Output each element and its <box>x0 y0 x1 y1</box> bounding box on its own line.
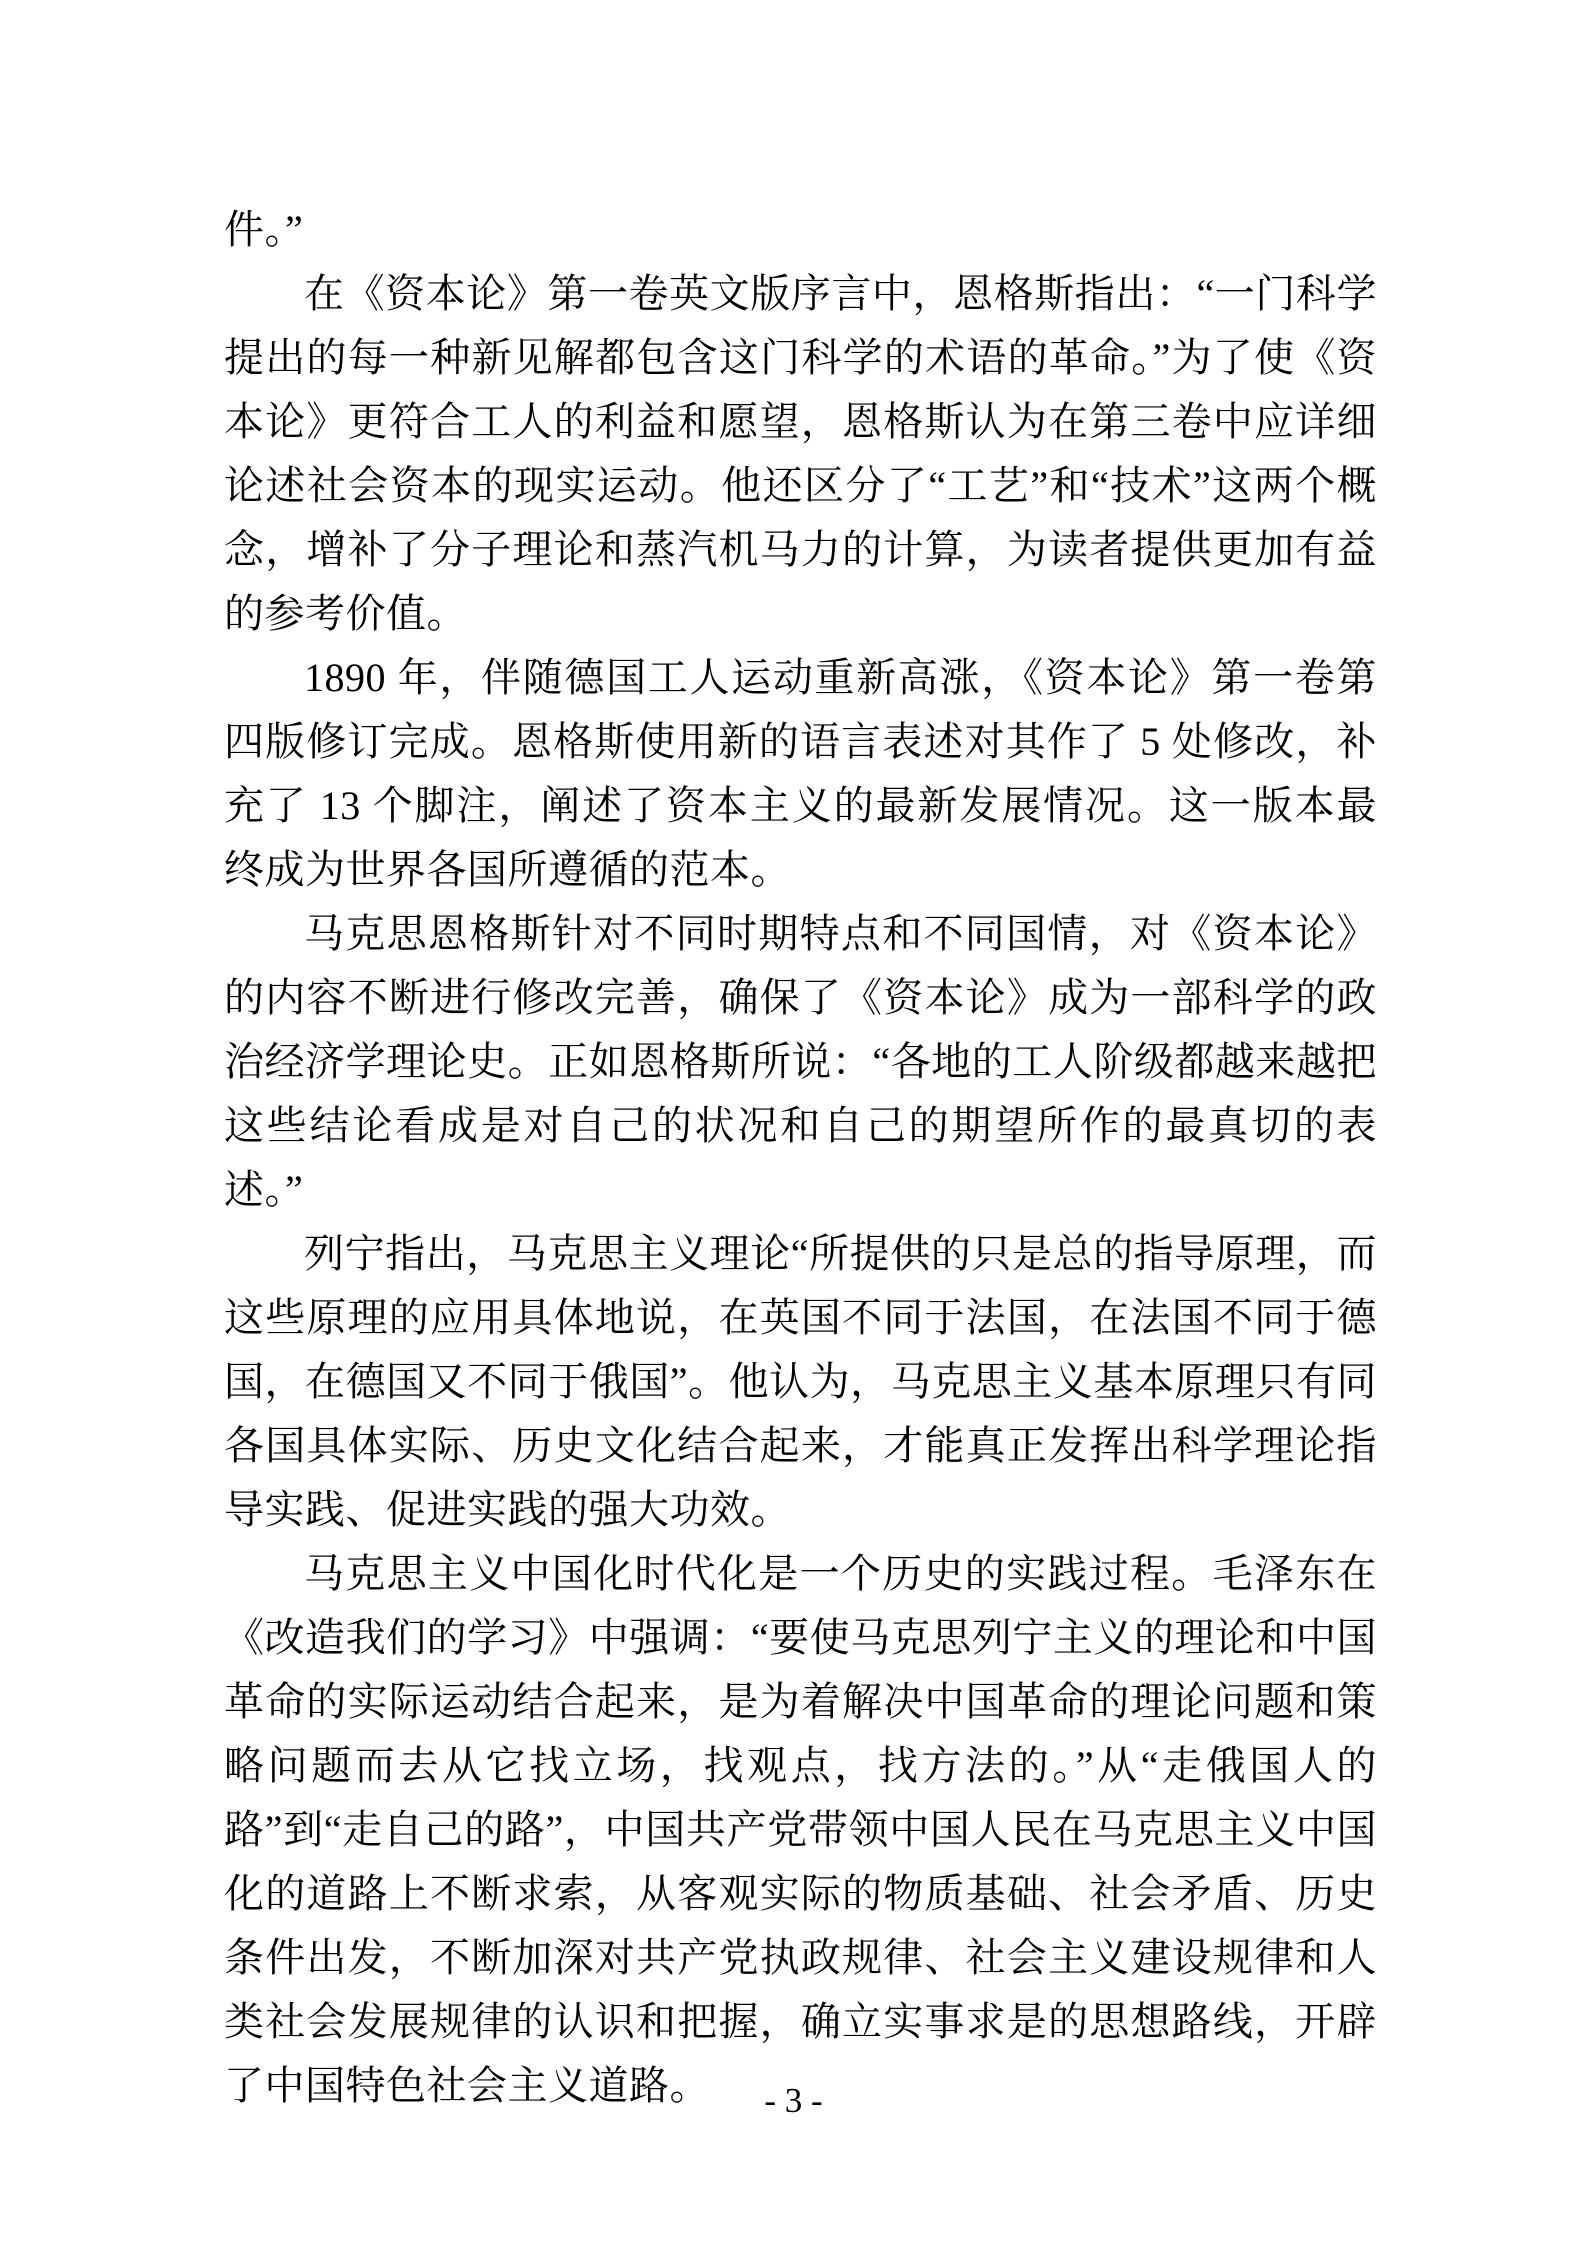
paragraph: 马克思恩格斯针对不同时期特点和不同国情，对《资本论》的内容不断进行修改完善，确保了《资本论》成为一部科学的政治经济学理论史。正如恩格斯所说：“各地的工人阶级都越来越把这些结论看成是对自己的状况和自己的期望所作的最真切的表述。” <box>224 911 1377 1212</box>
document-body <box>224 198 1377 2118</box>
paragraph: 列宁指出，马克思主义理论“所提供的只是总的指导原理，而这些原理的应用具体地说，在英国不同于法国，在法国不同于德国，在德国又不同于俄国”。他认为，马克思主义基本原理只有同各国具体实际、历史文化结合起来，才能真正发挥出科学理论指导实践、促进实践的强大功效。 <box>224 1231 1377 1532</box>
page-footer <box>0 2080 1587 2122</box>
page-number: - 3 - <box>764 2081 823 2120</box>
paragraph: 1890 年，伴随德国工人运动重新高涨，《资本论》第一卷第四版修订完成。恩格斯使用新的语言表述对其作了 5 处修改，补充了 13 个脚注，阐述了资本主义的最新发展情况。这一版本最终成为世界各国所遵循的范本。 <box>224 655 1377 892</box>
paragraph: 马克思主义中国化时代化是一个历史的实践过程。毛泽东在《改造我们的学习》中强调：“要使马克思列宁主义的理论和中国革命的实际运动结合起来，是为着解决中国革命的理论问题和策略问题而去从它找立场，找观点，找方法的。”从“走俄国人的路”到“走自己的路”，中国共产党带领中国人民在马克思主义中国化的道路上不断求索，从客观实际的物质基础、社会矛盾、历史条件出发，不断加深对共产党执政规律、社会主义建设规律和人类社会发展规律的认识和把握，确立实事求是的思想路线，开辟了中国特色社会主义道路。 <box>224 1551 1377 2108</box>
paragraph: 件。” <box>224 207 304 252</box>
paragraph: 在《资本论》第一卷英文版序言中，恩格斯指出：“一门科学提出的每一种新见解都包含这门科学的术语的革命。”为了使《资本论》更符合工人的利益和愿望，恩格斯认为在第三卷中应详细论述社会资本的现实运动。他还区分了“工艺”和“技术”这两个概念，增补了分子理论和蒸汽机马力的计算，为读者提供更加有益的参考价值。 <box>224 271 1377 636</box>
